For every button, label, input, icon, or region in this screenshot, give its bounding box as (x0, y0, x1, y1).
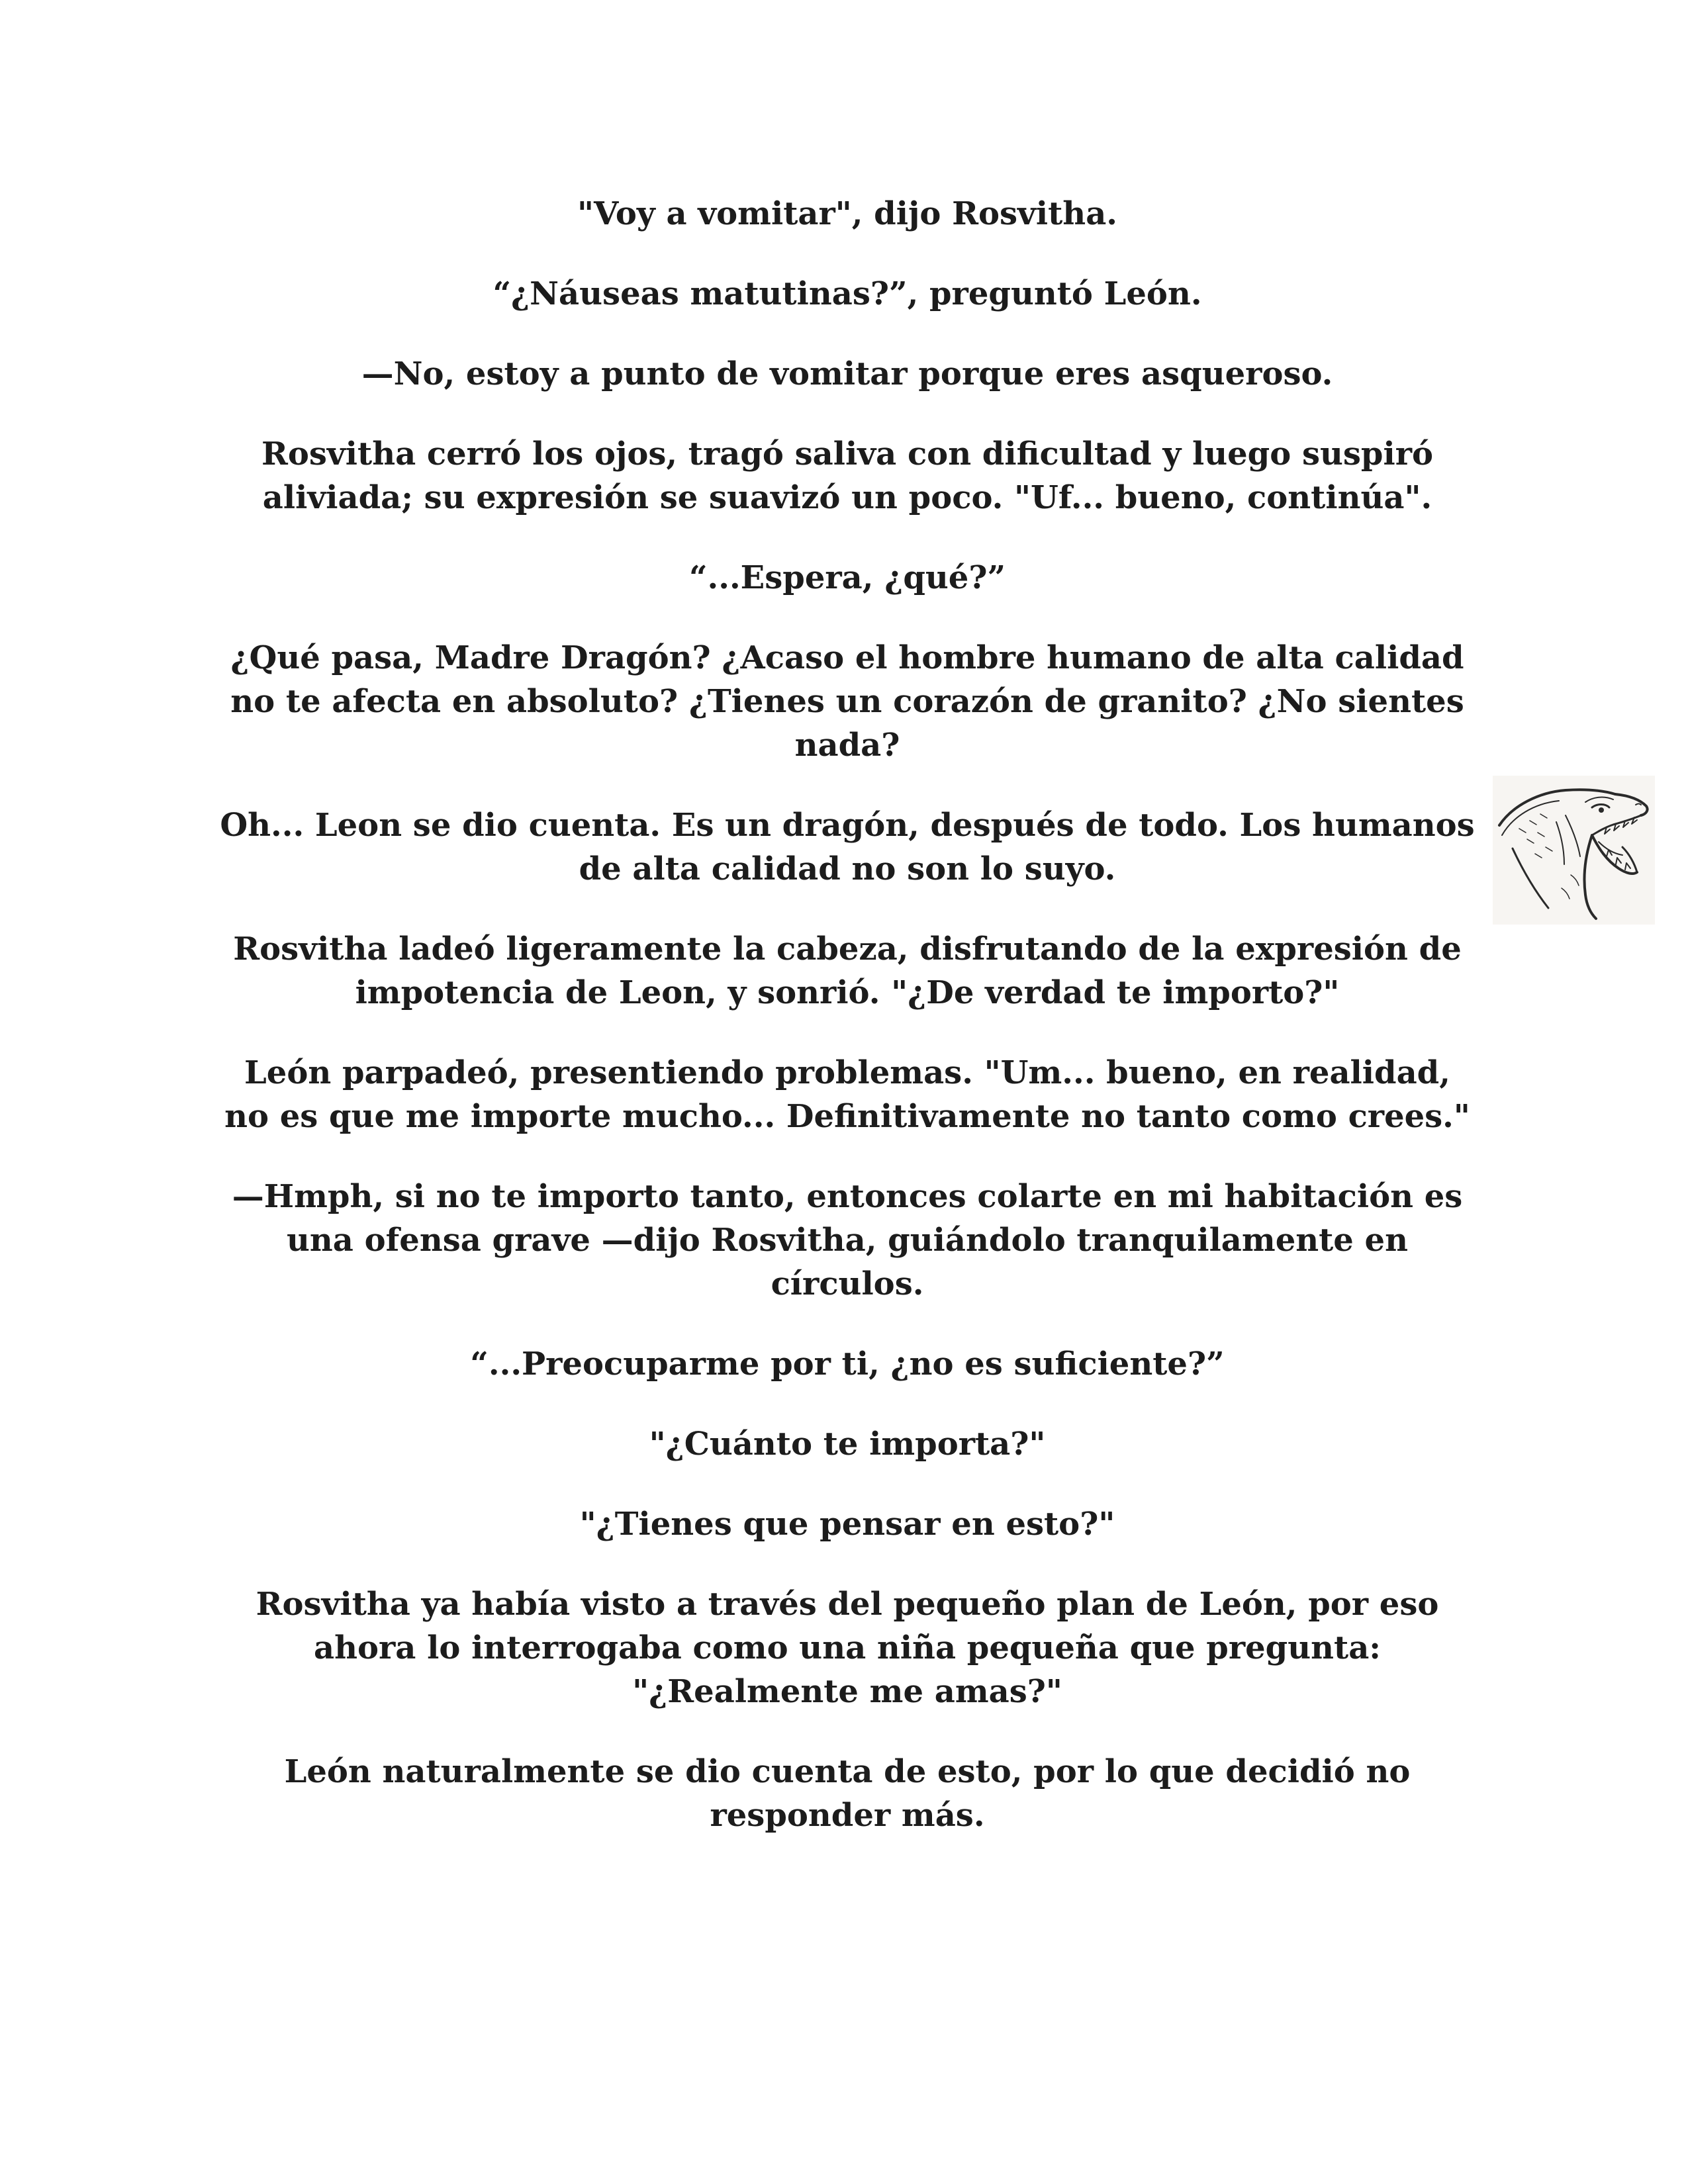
dragon-head-sketch-icon (1493, 776, 1655, 925)
paragraph-2: “¿Náuseas matutinas?”, preguntó León. (492, 275, 1202, 312)
paragraph-10: —Hmph, si no te importo tanto, entonces colarte en mi habitación es una ofensa grave —dijo Rosvitha, guiándolo tranquilamente en círculos. (232, 1178, 1463, 1302)
paragraph-1: "Voy a vomitar", dijo Rosvitha. (577, 195, 1118, 232)
paragraph-3: —No, estoy a punto de vomitar porque eres asqueroso. (361, 355, 1333, 392)
paragraph-5: “...Espera, ¿qué?” (688, 559, 1006, 596)
dragon-illustration (1493, 776, 1655, 925)
paragraph-9: León parpadeó, presentiendo problemas. "Um... bueno, en realidad, no es que me importe mucho... Definitivamente no tanto como crees." (224, 1054, 1470, 1135)
paragraph-7: Oh... Leon se dio cuenta. Es un dragón, después de todo. Los humanos de alta calidad no son lo suyo. (220, 807, 1475, 887)
paragraph-15: León naturalmente se dio cuenta de esto, por lo que decidió no responder más. (284, 1753, 1411, 1834)
story-text (218, 192, 1476, 1874)
paragraph-13: "¿Tienes que pensar en esto?" (579, 1506, 1115, 1543)
paragraph-11: “...Preocuparme por ti, ¿no es suficiente?” (470, 1345, 1225, 1383)
paragraph-12: "¿Cuánto te importa?" (649, 1426, 1046, 1463)
paragraph-14: Rosvitha ya había visto a través del pequeño plan de León, por eso ahora lo interrogaba como una niña pequeña que pregunta: "¿Realmente me amas?" (256, 1586, 1439, 1710)
paragraph-8: Rosvitha ladeó ligeramente la cabeza, disfrutando de la expresión de impotencia de Leon, y sonrió. "¿De verdad te importo?" (233, 931, 1462, 1011)
paragraph-4: Rosvitha cerró los ojos, tragó saliva con dificultad y luego suspiró aliviada; su expresión se suavizó un poco. "Uf... bueno, continúa". (261, 435, 1434, 516)
paragraph-6: ¿Qué pasa, Madre Dragón? ¿Acaso el hombre humano de alta calidad no te afecta en absoluto? ¿Tienes un corazón de granito? ¿No sientes nada? (230, 639, 1464, 764)
